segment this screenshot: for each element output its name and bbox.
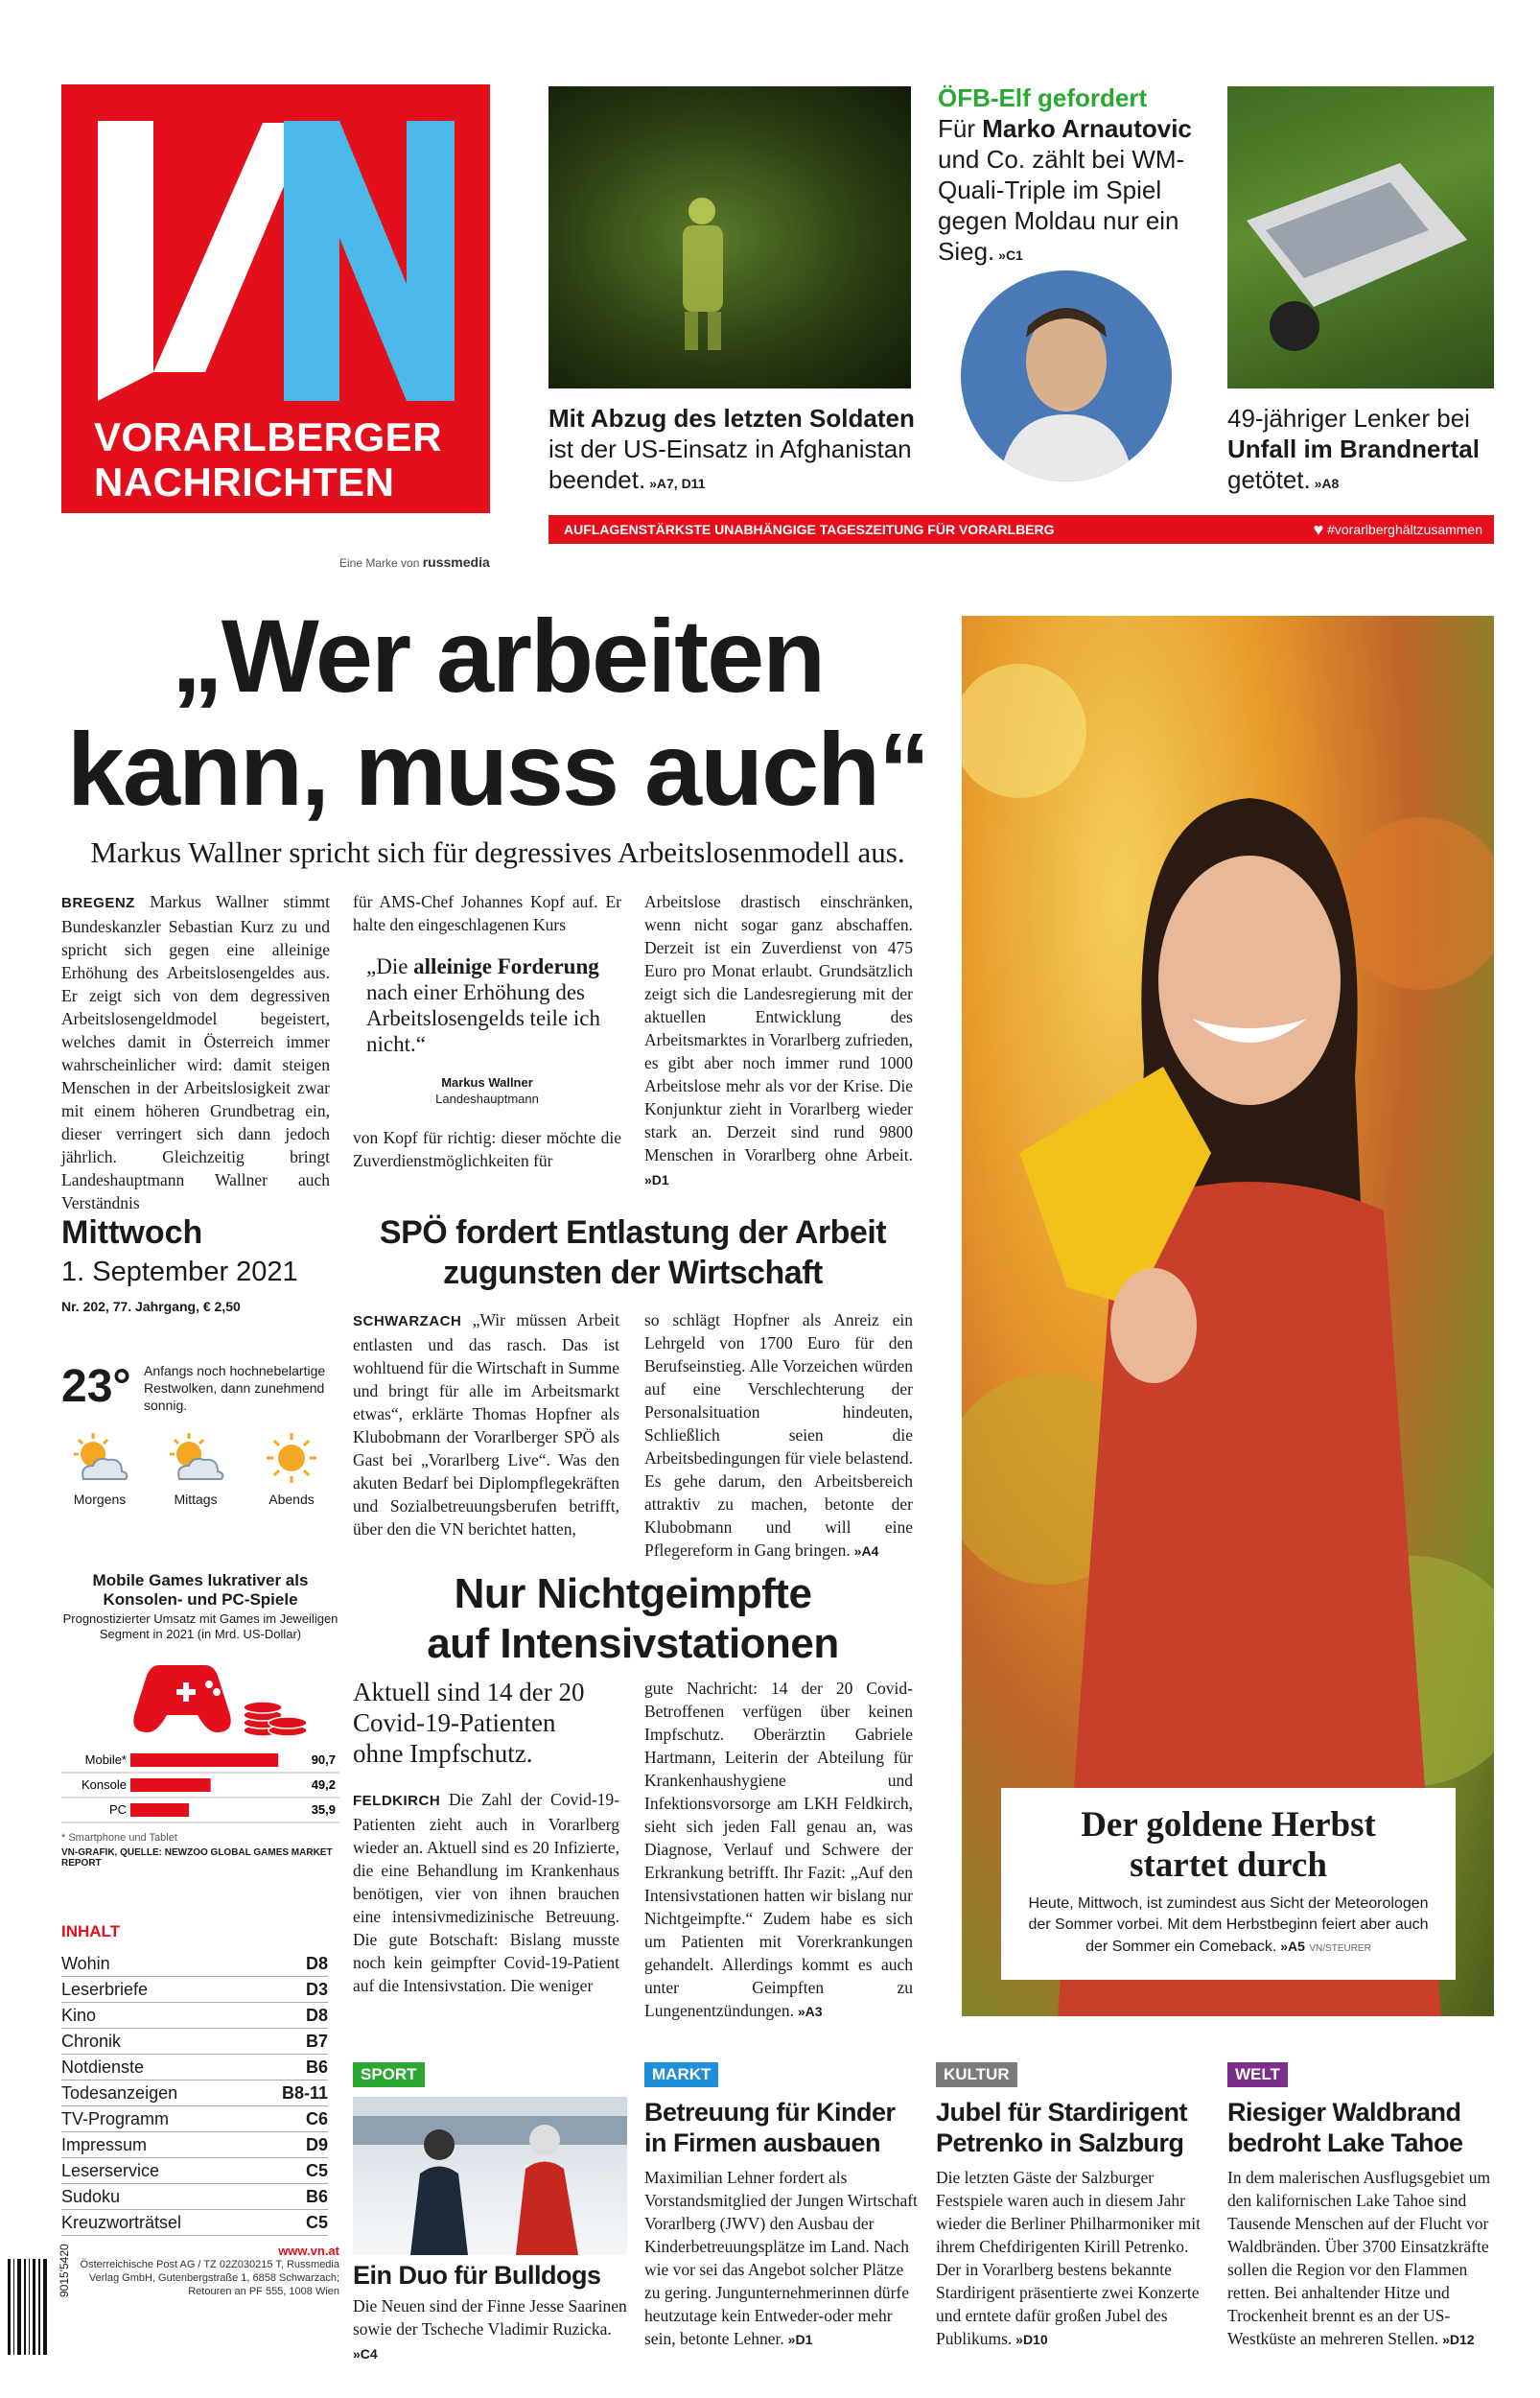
inhalt-label: Kino xyxy=(61,2006,97,2025)
inhalt-label: Wohin xyxy=(61,1954,110,1973)
welt-text: In dem malerischen Ausflugsgebiet um den kalifornischen Lake Tahoe sind Tausende Menschen auf der Flucht vor Waldbränden. Über 3700 Einsatzkräfte sollen die Region vor den Flammen retten. Bei anhaltender Hitze und Trockenheit brennt es an der US-Westküste an mehreren Stellen. »D12 xyxy=(1227,2168,1491,2348)
teaser-unfall[interactable]: 49-jähriger Lenker bei Unfall im Brandnertal getötet. »A8 xyxy=(1227,404,1480,494)
hashtag[interactable]: ♥ #vorarlberghältzusammen xyxy=(1313,520,1482,539)
masthead-logo[interactable] xyxy=(61,84,490,513)
russmedia-logo: russmedia xyxy=(422,554,490,570)
inhalt-page: D8 xyxy=(305,1954,328,1973)
inhalt-box xyxy=(61,1922,328,2236)
bar-category-label: Konsole xyxy=(82,1777,127,1792)
chart-source: VN-GRAFIK, QUELLE: NEWZOO GLOBAL GAMES MARKET REPORT xyxy=(61,1847,333,1869)
covid-col1: FELDKIRCH Die Zahl der Covid-19-Patienten zieht auch in Vorarlberg wieder an. Aktuell sind es 20 Infizierte, die eine Behandlung im Krankenhaus benötigen, vier von ihnen brauchen eine intensivmedizinische Betreuung. Die gute Botschaft: Bislang musste noch kein geimpfter Covid-19-Patient auf die Intensivstation. Die weniger xyxy=(353,1790,619,1995)
bar-value-label: 35,9 xyxy=(311,1802,336,1817)
gamepad-icon xyxy=(61,1646,339,1742)
inhalt-page: C6 xyxy=(305,2109,328,2128)
markt-headline[interactable]: Betreuung für Kinder in Firmen ausbauen xyxy=(644,2098,896,2157)
inhalt-row[interactable] xyxy=(61,2003,328,2029)
inhalt-label: Chronik xyxy=(61,2032,122,2051)
covid-subline: Aktuell sind 14 der 20 Covid-19-Patienten ohne Impfschutz. xyxy=(353,1678,585,1768)
games-chart xyxy=(61,1571,339,1869)
bar-category-label: Mobile* xyxy=(84,1752,127,1767)
masthead-name: VORARLBERGER NACHRICHTEN xyxy=(94,414,443,505)
photo-credit: VN/STEURER xyxy=(1309,1943,1371,1954)
spoe-col2: so schlägt Hopfner als Anreiz ein Lehrgeld von 1700 Euro für den Berufseinstieg. Alle Vorzeichen würden auf eine Verschlechterung der Personalsituation hindeuten, Schließlich seien die Arbeitsbedingungen für viele belastend. Es gehe darum, den Arbeitsbereich attraktiv zu machen, betonte der Klubobmann und will eine Pflegereform in Gang bringen. »A4 xyxy=(644,1310,913,1560)
inhalt-label: Sudoku xyxy=(61,2187,121,2206)
quote-author: Markus Wallner xyxy=(441,1075,533,1090)
inhalt-row[interactable] xyxy=(61,1977,328,2003)
bar-value-label: 49,2 xyxy=(311,1777,336,1792)
site-url[interactable]: www.vn.at xyxy=(278,2244,339,2258)
lead-headline[interactable]: „Wer arbeiten kann, muss auch“ xyxy=(66,598,929,827)
bar xyxy=(130,1753,278,1767)
tagline-text: AUFLAGENSTÄRKSTE UNABHÄNGIGE TAGESZEITUNG FÜR VORARLBERG xyxy=(564,522,1055,537)
tag-sport[interactable]: SPORT xyxy=(353,2062,425,2087)
weather-evening: Abends xyxy=(253,1429,330,1507)
bar-value-label: 90,7 xyxy=(311,1752,336,1767)
kultur-text: Die letzten Gäste der Salzburger Festspiele waren auch in diesem Jahr wieder die Berliner Philharmoniker mit ihrem Chefdirigenten Kirill Petrenko. Der in Vorarlberg bestens bekannte Stardirigent präsentierte zwei Konzerte und erntete dafür großen Jubel des Publikums. »D10 xyxy=(936,2168,1202,2348)
lead-col2: für AMS-Chef Johannes Kopf auf. Er halte den eingeschlagenen Kurs „Die alleinige Forderung nach einer Erhöhung des Arbeitslosengelds teile ich nicht.“ Markus Wallner Landeshauptmann von Kopf für richtig: dieser möchte die Zuverdienstmöglichkeiten für xyxy=(353,892,621,1170)
oefb-kicker: ÖFB-Elf gefordert xyxy=(938,83,1148,112)
herbst-caption-box[interactable] xyxy=(1001,1788,1456,1980)
afghanistan-photo[interactable] xyxy=(548,86,911,388)
spoe-headline[interactable]: SPÖ fordert Entlastung der Arbeit zugunsten der Wirtschaft xyxy=(379,1214,887,1291)
inhalt-row[interactable] xyxy=(61,2081,328,2106)
inhalt-page: C5 xyxy=(305,2213,328,2232)
chart-footnote: * Smartphone und Tablet xyxy=(61,1832,177,1844)
heart-icon: ♥ xyxy=(1313,520,1324,539)
inhalt-row[interactable] xyxy=(61,2132,328,2158)
teaser-afghanistan[interactable]: Mit Abzug des letzten Soldaten ist der US-Einsatz in Afghanistan beendet. »A7, D11 xyxy=(548,404,915,494)
bar xyxy=(130,1778,211,1792)
inhalt-title: INHALT xyxy=(61,1922,121,1940)
inhalt-page: C5 xyxy=(305,2161,328,2180)
sun-cloud-icon xyxy=(66,1429,133,1487)
barcode-number: 9015'5420 xyxy=(58,2244,71,2297)
inhalt-page: D8 xyxy=(305,2006,328,2025)
inhalt-page: D3 xyxy=(305,1980,328,1999)
inhalt-label: TV-Programm xyxy=(61,2109,170,2128)
inhalt-row[interactable] xyxy=(61,2184,328,2210)
inhalt-row[interactable] xyxy=(61,2210,328,2236)
weather-noon: Mittags xyxy=(157,1429,234,1507)
sun-cloud-icon xyxy=(162,1429,229,1487)
tagline-bar xyxy=(548,515,1494,544)
teaser-oefb[interactable]: ÖFB-Elf gefordert Für Marko Arnautovic und Co. zählt bei WM-Quali-Triple im Spiel gegen Moldau nur ein Sieg. »C1 xyxy=(938,82,1225,270)
sport-text: Die Neuen sind der Finne Jesse Saarinen sowie der Tscheche Vladimir Ruzicka. »C4 xyxy=(353,2296,627,2362)
forecast-text: Anfangs noch hochnebelartige Restwolken, dann zunehmend sonnig. xyxy=(144,1363,326,1413)
lead-quote: „Die alleinige Forderung nach einer Erhöhung des Arbeitslosengelds teile ich nicht.“ xyxy=(366,954,600,1056)
weather-morning: Morgens xyxy=(61,1429,138,1507)
tag-welt[interactable]: WELT xyxy=(1227,2062,1288,2087)
unfall-photo[interactable] xyxy=(1227,86,1494,388)
date-box xyxy=(61,1212,339,1318)
inhalt-list xyxy=(61,1951,328,2236)
inhalt-label: Impressum xyxy=(61,2135,148,2154)
inhalt-label: Kreuzworträtsel xyxy=(61,2213,182,2232)
bar-category-label: PC xyxy=(108,1802,127,1817)
imprint: www.vn.at Österreichische Post AG / TZ 02Z030215 T, Russmedia Verlag GmbH, Gutenbergstraße 1, 6858 Schwarzach; Retouren an PF 555, 1008 Wien xyxy=(61,2245,339,2298)
covid-col2: gute Nachricht: 14 der 20 Covid-Betroffenen verfügen über keinen Impfschutz. Oberärztin Gabriele Hartmann, Leiterin der Abteilung für Krankenhaushygiene und Infektionsvorsorge am LKH Feldkirch, sieht sich jeden Fall genau an, was Diagnose, Verlauf und Schwere der Erkrankung betrifft. Ihr Fazit: „Auf den Intensivstationen hatten wir bislang nur Nichtgeimpfte.“ Zudem habe es sich um Patienten mit Vorerkrankungen gehandelt. Allerdings kommt es auch unter Geimpften zu Lungenentzündungen. »A3 xyxy=(644,1679,913,2020)
chart-subtitle: Prognostizierter Umsatz mit Games im Jeweiligen Segment in 2021 (in Mrd. US-Dollar) xyxy=(62,1611,338,1641)
tag-markt[interactable]: MARKT xyxy=(644,2062,718,2087)
inhalt-row[interactable] xyxy=(61,1951,328,1977)
barcode xyxy=(6,2259,50,2355)
covid-headline[interactable]: Nur Nichtgeimpfte auf Intensivstationen xyxy=(427,1570,839,1667)
welt-headline[interactable]: Riesiger Waldbrand bedroht Lake Tahoe xyxy=(1227,2098,1463,2157)
inhalt-label: Todesanzeigen xyxy=(61,2083,178,2103)
date: 1. September 2021 xyxy=(61,1257,298,1287)
kultur-headline[interactable]: Jubel für Stardirigent Petrenko in Salzburg xyxy=(936,2098,1188,2157)
bar xyxy=(130,1803,189,1817)
quote-role: Landeshauptmann xyxy=(435,1092,539,1106)
inhalt-label: Leserservice xyxy=(61,2161,160,2180)
arnautovic-photo[interactable] xyxy=(961,270,1172,482)
inhalt-row[interactable] xyxy=(61,2055,328,2081)
inhalt-page: B6 xyxy=(305,2187,328,2206)
weekday: Mittwoch xyxy=(61,1214,203,1251)
issue-info: Nr. 202, 77. Jahrgang, € 2,50 xyxy=(61,1299,241,1314)
herbst-text: Heute, Mittwoch, ist zumindest aus Sicht der Meteorologen der Sommer vorbei. Mit dem Herbstbeginn feiert aber auch der Sommer ein Comeback. »A5 VN/STEURER xyxy=(1028,1895,1429,1955)
tag-kultur[interactable]: KULTUR xyxy=(936,2062,1017,2087)
brand-note: Eine Marke von russmedia xyxy=(339,554,490,570)
lead-col3: Arbeitslose drastisch einschränken, wenn nicht sogar ganz abschaffen. Derzeit ist ein Zuverdienst von 475 Euro pro Monat erlaubt. Grundsätzlich zeigt sich die Landesregierung mit der aktuellen Entwicklung des Arbeitsmarktes in Vorarlberg zufrieden, es gibt aber noch immer rund 1000 Arbeitslose mehr als vor der Krise. Die Konjunktur zieht in Vorarlberg wieder stark an. Derzeit sind rund 9800 Menschen in Vorarlberg ohne Arbeit. »D1 xyxy=(644,892,913,1187)
spoe-col1: SCHWARZACH „Wir müssen Arbeit entlasten und das rasch. Das ist wohltuend für die Wirtschaft in Summe und bringt für alle im Arbeitsmarkt etwas“, erklärte Thomas Hopfner als Klubobmann der Vorarlberger SPÖ als Gast bei „Vorarlberg Live“. Was den akuten Bedarf bei Diplompflegekräften und Sozialbetreuungsberufen betrifft, über den die VN berichtet hatten, xyxy=(353,1310,619,1539)
inhalt-page: B6 xyxy=(305,2057,328,2077)
inhalt-page: B7 xyxy=(305,2032,328,2051)
markt-text: Maximilian Lehner fordert als Vorstandsmitglied der Jungen Wirtschaft Vorarlberg (JWV) den Ausbau der Kinderbetreuungsplätze im Land. Nach wie vor sei das Angebot solcher Plätze zu gering. Jungunternehmerinnen dürfe heutzutage kein Entweder-oder mehr sein, betonte Lehner. »D1 xyxy=(644,2168,918,2348)
inhalt-label: Notdienste xyxy=(61,2057,145,2077)
inhalt-row[interactable] xyxy=(61,2029,328,2055)
lead-subline: Markus Wallner spricht sich für degressives Arbeitslosenmodell aus. xyxy=(90,835,905,869)
lead-col1: BREGENZ Markus Wallner stimmt Bundeskanzler Sebastian Kurz zu und spricht sich gegen eine alleinige Erhöhung des Arbeitslosengeldes aus. Er zeigt sich von dem degressiven Arbeitslosengeldmodel begeistert, welches damit in Österreich immer wahrscheinlicher wird: damit steigen Menschen in der Arbeitslosigkeit zwar mit einem höheren Grundbetrag ein, dieser verringert sich dann jedoch jährlich. Gleichzeitig bringt Landeshauptmann Wallner auch Verständnis xyxy=(61,892,330,1212)
herbst-headline: Der goldene Herbst startet durch xyxy=(1081,1805,1376,1885)
sport-photo[interactable] xyxy=(353,2097,627,2255)
chart-title: Mobile Games lukrativer als Konsolen- und PC-Spiele xyxy=(92,1571,309,1609)
inhalt-row[interactable] xyxy=(61,2106,328,2132)
sport-headline[interactable]: Ein Duo für Bulldogs xyxy=(353,2261,601,2290)
inhalt-page: B8-11 xyxy=(281,2083,328,2103)
inhalt-row[interactable] xyxy=(61,2158,328,2184)
inhalt-page: D9 xyxy=(305,2135,328,2154)
bar-chart xyxy=(61,1742,339,1828)
sun-icon xyxy=(258,1429,325,1487)
inhalt-label: Leserbriefe xyxy=(61,1980,149,1999)
temperature: 23° xyxy=(61,1361,131,1412)
